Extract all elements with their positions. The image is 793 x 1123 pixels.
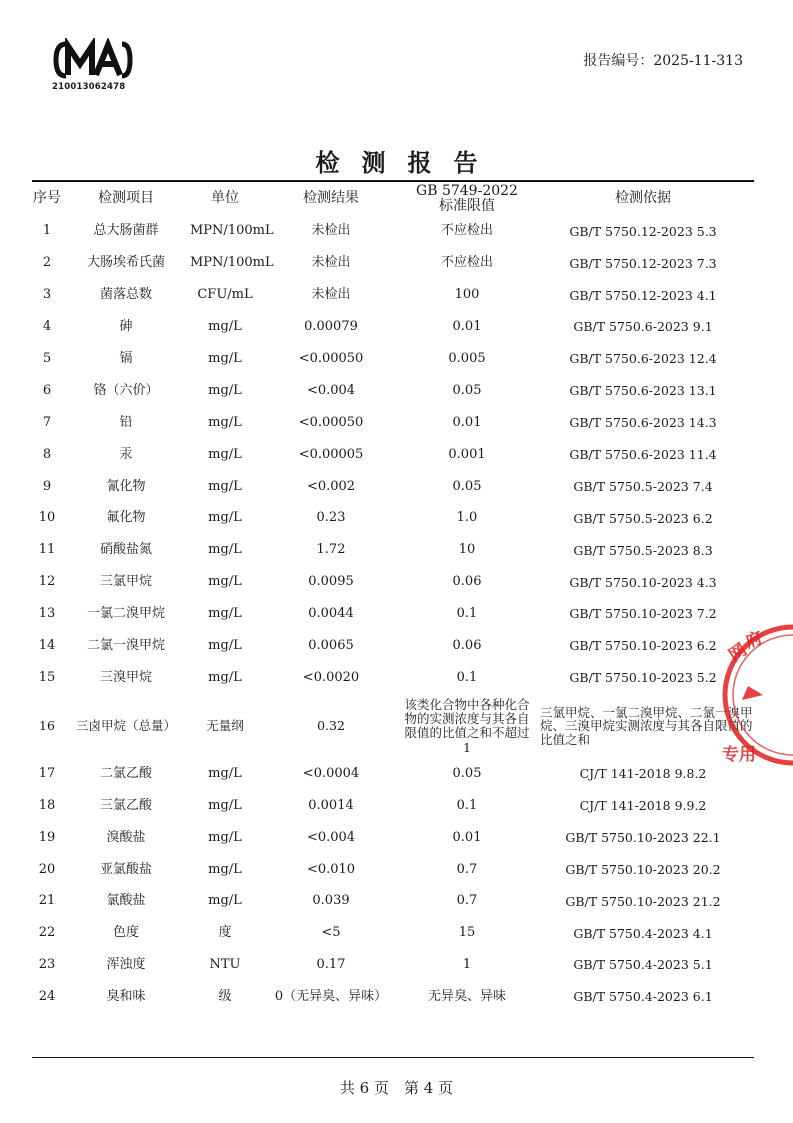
footer-rule [32,1057,754,1058]
cell-result: <0.002 [306,478,356,494]
table-row [32,312,754,344]
cell-result: <0.010 [306,861,356,877]
cell-item: 总大肠菌群 [93,223,159,239]
cell-item: 二氯一溴甲烷 [86,638,165,654]
cell-unit: MPN/100mL [190,255,274,271]
cell-item: 氟化物 [106,510,146,526]
cell-no: 22 [38,925,56,941]
svg-text:网: 网 [725,639,751,667]
header-limit-standard: GB 5749-2022 [416,182,518,199]
cell-basis: GB/T 5750.6-2023 11.4 [569,446,717,462]
table-row [32,375,754,407]
cell-item: 铬（六价） [93,382,159,398]
cell-result: <0.00050 [298,351,364,367]
report-number: 报告编号：2025-11-313 [583,53,743,69]
header-basis: 检测依据 [615,190,671,207]
cell-no: 5 [42,351,52,367]
table-row [32,662,754,694]
cell-unit: mg/L [208,414,242,430]
svg-text:府: 府 [742,628,766,653]
cell-no: 10 [38,510,56,526]
cell-no: 16 [39,718,55,734]
cell-limit: 100 [454,287,480,303]
table-row [32,248,754,280]
cell-result: 0.039 [312,893,350,909]
cell-no: 8 [42,446,52,462]
cell-unit: mg/L [208,510,242,526]
cell-item: 一氯二溴甲烷 [86,606,165,622]
table-row [32,631,754,663]
cell-item: 氯酸盐 [106,893,146,909]
table-row [32,694,754,758]
cell-basis: GB/T 5750.10-2023 20.2 [565,861,721,877]
cell-unit: mg/L [208,478,242,494]
cell-result: 未检出 [311,223,351,239]
cell-unit: 级 [218,989,232,1005]
cell-no: 19 [38,829,56,845]
cell-item: 三氯乙酸 [99,797,152,813]
cell-unit: mg/L [208,669,242,685]
cell-basis: GB/T 5750.10-2023 7.2 [569,606,717,622]
cell-item: 二氯乙酸 [99,765,152,781]
page-title: 检测报告 [315,148,500,177]
cell-limit: 0.1 [456,797,478,813]
table-row [32,950,754,982]
cell-result: 0.0095 [308,574,354,590]
cell-unit: mg/L [208,893,242,909]
cell-no: 3 [42,287,52,303]
cell-item: 三氯甲烷 [99,574,152,590]
header-no: 序号 [33,190,61,207]
cell-item: 氰化物 [106,478,146,494]
cell-unit: mg/L [208,829,242,845]
cell-basis: GB/T 5750.4-2023 4.1 [573,925,713,941]
cell-result: 未检出 [311,255,351,271]
cell-no: 23 [38,957,56,973]
cell-basis: CJ/T 141-2018 9.8.2 [579,766,707,782]
cell-item: 大肠埃希氏菌 [86,255,165,271]
cell-limit: 0.005 [448,351,486,367]
cell-result: 1.72 [316,542,346,558]
cell-unit: mg/L [208,446,242,462]
cell-unit: mg/L [208,861,242,877]
table-row [32,503,754,535]
cell-unit: mg/L [208,797,242,813]
header-item: 检测项目 [98,190,154,207]
cell-limit: 10 [458,542,476,558]
cell-basis: GB/T 5750.5-2023 7.4 [573,478,713,494]
cell-no: 1 [42,223,52,239]
cell-unit: mg/L [208,351,242,367]
cell-basis: GB/T 5750.10-2023 5.2 [569,670,717,686]
cell-limit: 无异臭、异味 [427,989,506,1005]
cell-unit: mg/L [208,382,242,398]
cma-certificate-number: 210013062478 [52,82,126,92]
cell-limit: 该类化合物中各种化合物的实测浓度与其各自限值的比值之和不超过1 [404,696,530,755]
cell-result: <5 [321,925,341,941]
cell-limit: 0.01 [452,319,482,335]
table-row [32,854,754,886]
cell-result: 0.0014 [308,797,354,813]
cell-limit: 0.01 [452,414,482,430]
cell-limit: 不应检出 [440,255,493,271]
cell-limit: 15 [458,925,476,941]
table-row [32,886,754,918]
cell-item: 菌落总数 [99,287,152,303]
cell-result: <0.0020 [302,669,360,685]
cell-limit: 不应检出 [440,223,493,239]
cell-limit: 0.05 [452,765,482,781]
cell-basis: GB/T 5750.6-2023 14.3 [569,415,717,431]
table-row [32,439,754,471]
cell-result: 0.17 [316,957,346,973]
cell-basis: GB/T 5750.6-2023 12.4 [569,351,717,367]
cell-limit: 0.7 [456,861,478,877]
cell-result: <0.004 [306,829,356,845]
cell-result: 0.32 [317,718,345,734]
cell-unit: 无量纲 [206,718,244,734]
table-row [32,535,754,567]
table-row [32,216,754,248]
cell-limit: 0.06 [452,638,482,654]
cell-item: 三卤甲烷（总量） [75,718,176,734]
table-row [32,344,754,376]
cell-limit: 0.1 [456,606,478,622]
cell-no: 15 [38,669,56,685]
cell-unit: mg/L [208,638,242,654]
cell-no: 2 [42,255,52,271]
cell-unit: mg/L [208,574,242,590]
cell-item: 汞 [119,446,133,462]
cell-limit: 0.7 [456,893,478,909]
cell-item: 镉 [119,351,133,367]
cell-basis: GB/T 5750.4-2023 6.1 [573,989,713,1005]
table-row [32,567,754,599]
table-header-row [32,182,754,216]
cell-unit: NTU [209,957,241,973]
table-row [32,982,754,1014]
cell-result: <0.0004 [302,765,360,781]
cell-basis: GB/T 5750.6-2023 13.1 [569,383,717,399]
cell-limit: 0.05 [452,382,482,398]
cell-no: 11 [38,542,56,558]
cell-basis: GB/T 5750.4-2023 5.1 [573,957,713,973]
cell-unit: mg/L [208,765,242,781]
cell-result: <0.00050 [298,414,364,430]
cell-no: 9 [42,478,52,494]
cell-item: 砷 [119,319,133,335]
table-row [32,918,754,950]
cell-no: 13 [38,606,56,622]
cell-basis: CJ/T 141-2018 9.9.2 [579,798,707,813]
cell-basis: GB/T 5750.5-2023 8.3 [573,542,713,558]
cell-no: 18 [38,797,56,813]
cell-basis: GB/T 5750.12-2023 7.3 [569,255,717,271]
cell-no: 21 [38,893,56,909]
cell-limit: 0.05 [452,478,482,494]
header-unit: 单位 [211,190,239,207]
cell-basis: GB/T 5750.12-2023 5.3 [569,223,717,239]
cell-item: 三溴甲烷 [99,669,152,685]
table-row [32,599,754,631]
cell-item: 溴酸盐 [106,829,146,845]
cell-basis: GB/T 5750.10-2023 6.2 [569,638,717,654]
cell-result: <0.00005 [298,446,364,462]
cell-limit: 1.0 [456,510,478,526]
cell-no: 24 [38,989,56,1005]
table-row [32,822,754,854]
table-row [32,758,754,790]
cell-unit: mg/L [208,606,242,622]
header-limit [402,182,532,216]
cell-item: 亚氯酸盐 [99,861,152,877]
cell-unit: CFU/mL [197,287,253,303]
cell-result: <0.004 [306,382,356,398]
cell-basis: 三氯甲烷、一氯二溴甲烷、二氯一溴甲烷、三溴甲烷实测浓度与其各自限值的比值之和 [540,704,753,748]
test-results-table [32,182,754,1013]
cell-item: 浑浊度 [106,957,146,973]
inspection-seal [718,600,793,790]
table-row [32,471,754,503]
table-row [32,407,754,439]
cell-basis: GB/T 5750.10-2023 22.1 [565,829,721,845]
cell-result: 0.0065 [308,638,354,654]
cell-unit: mg/L [208,542,242,558]
cell-no: 12 [38,574,56,590]
table-row [32,280,754,312]
cell-basis: GB/T 5750.10-2023 4.3 [569,574,717,590]
cell-basis: GB/T 5750.12-2023 4.1 [569,287,717,303]
cell-basis: GB/T 5750.5-2023 6.2 [573,510,713,526]
header-limit-label: 标准限值 [439,198,495,214]
cell-no: 4 [42,319,52,335]
cell-no: 14 [38,638,56,654]
page-count: 共 6 页 第 4 页 [339,1079,454,1097]
cell-limit: 0.06 [452,574,482,590]
cell-unit: mg/L [208,319,242,335]
cell-basis: GB/T 5750.6-2023 9.1 [573,319,713,335]
cell-limit: 0.1 [456,669,478,685]
cell-unit: MPN/100mL [190,223,274,239]
cell-result: 0（无异臭、异味） [274,989,388,1005]
cell-result: 0.23 [316,510,346,526]
cell-no: 17 [38,765,56,781]
header-result: 检测结果 [303,190,359,207]
cell-item: 铅 [119,414,133,430]
cell-item: 硝酸盐氮 [99,542,152,558]
table-row [32,790,754,822]
cell-no: 20 [38,861,56,877]
cell-result: 未检出 [311,287,351,303]
cell-unit: 度 [218,925,232,941]
cell-result: 0.0044 [308,606,354,622]
cell-result: 0.00079 [304,319,358,335]
cell-limit: 0.001 [448,446,486,462]
svg-text:专用: 专用 [722,745,756,765]
cell-no: 7 [42,414,52,430]
cell-basis: GB/T 5750.10-2023 21.2 [565,893,721,909]
cell-limit: 0.01 [452,829,482,845]
cell-item: 臭和味 [106,989,146,1005]
cell-limit: 1 [462,957,472,973]
cell-no: 6 [42,382,52,398]
cell-item: 色度 [112,925,139,941]
